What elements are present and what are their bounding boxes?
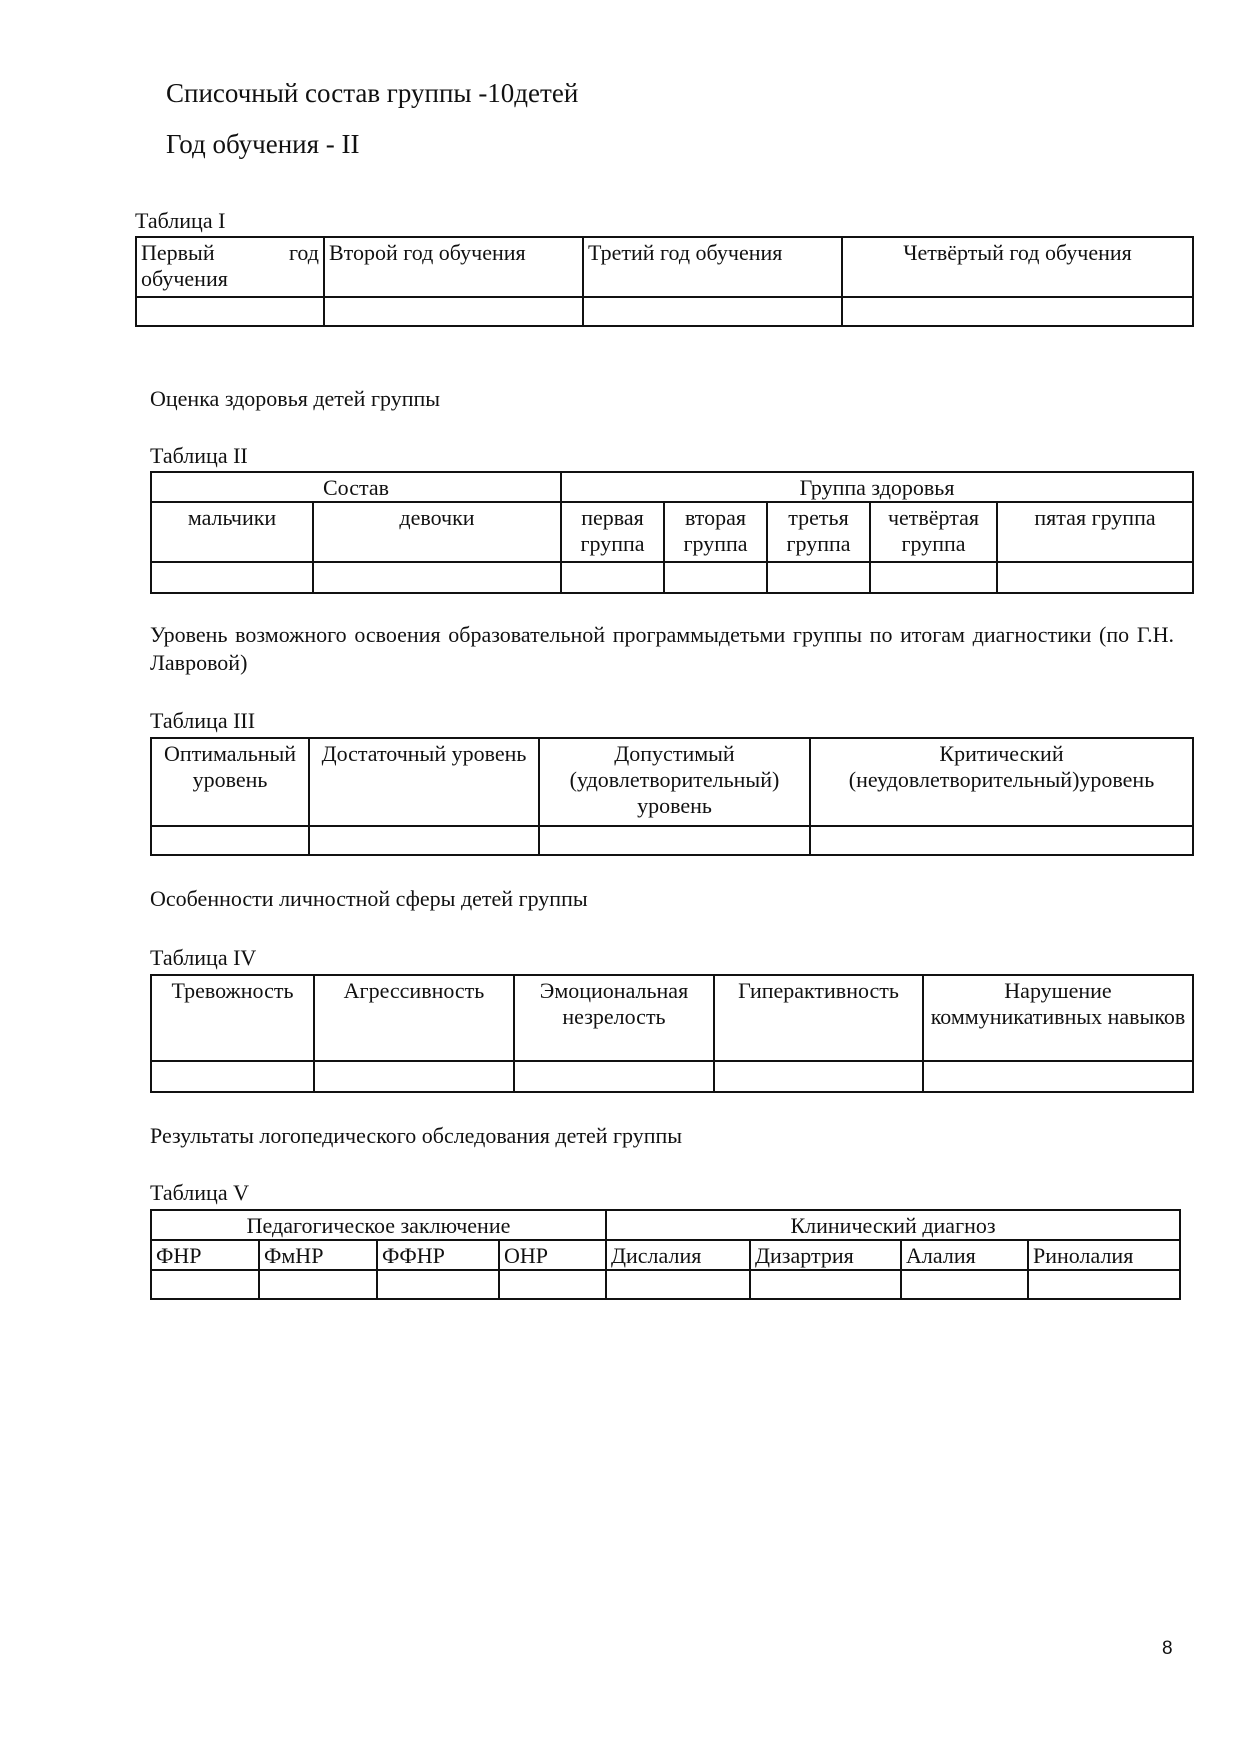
table-cell	[377, 1270, 499, 1299]
table2-caption: Таблица II	[150, 443, 248, 468]
table5-caption: Таблица V	[150, 1180, 249, 1205]
section5-title: Результаты логопедического обследования детей группы	[150, 1123, 683, 1148]
table3-header-acceptable: Допустимый (удовлетворительный) уровень	[539, 738, 810, 826]
table1-header-fourth-year: Четвёртый год обучения	[842, 237, 1193, 297]
table2-header-group1: первая группа	[561, 502, 664, 562]
table-cell	[997, 562, 1193, 593]
table-cell	[870, 562, 997, 593]
table2-header-group5: пятая группа	[997, 502, 1193, 562]
table-cell	[664, 562, 767, 593]
table-cell	[810, 826, 1193, 855]
table-cell	[313, 562, 561, 593]
section3-title: Уровень возможного освоения образовательной программыдетьми группы по итогам диагностики (по Г.Н. Лавровой)	[150, 622, 1174, 675]
table2-group-health: Группа здоровья	[561, 472, 1193, 502]
table-cell	[309, 826, 539, 855]
table5-header-alalia: Алалия	[901, 1240, 1028, 1270]
table3-header-critical: Критический (неудовлетворительный)уровень	[810, 738, 1193, 826]
table-cell	[151, 826, 309, 855]
table-cell	[151, 1270, 259, 1299]
table2-header-boys: мальчики	[151, 502, 313, 562]
table4-header-aggressiveness: Агрессивность	[314, 975, 514, 1061]
table-cell	[539, 826, 810, 855]
table2-header-group2: вторая группа	[664, 502, 767, 562]
table-cell	[714, 1061, 923, 1092]
table4-header-anxiety: Тревожность	[151, 975, 314, 1061]
table4-header-hyperactivity: Гиперактивность	[714, 975, 923, 1061]
table1-header-second-year: Второй год обучения	[324, 237, 583, 297]
table5-header-onr: ОНР	[499, 1240, 606, 1270]
table-cell	[136, 297, 324, 326]
table5-header-fnr: ФНР	[151, 1240, 259, 1270]
table3-header-optimal: Оптимальный уровень	[151, 738, 309, 826]
table5-header-fmnr: ФмНР	[259, 1240, 377, 1270]
table-cell	[514, 1061, 714, 1092]
table-cell	[324, 297, 583, 326]
table3-caption: Таблица III	[150, 708, 256, 733]
study-year-line: Год обучения - II	[166, 129, 360, 159]
table1-header-first-year: Первый год обучения	[136, 237, 324, 297]
table5-group-pedagogical: Педагогическое заключение	[151, 1210, 606, 1240]
table2-header-group3: третья группа	[767, 502, 870, 562]
table4-header-emotional-immaturity: Эмоциональная незрелость	[514, 975, 714, 1061]
table-cell	[767, 562, 870, 593]
table-cell	[499, 1270, 606, 1299]
group-size-line: Списочный состав группы -10детей	[166, 78, 579, 108]
table5-group-clinical: Клинический диагноз	[606, 1210, 1180, 1240]
table-cell	[842, 297, 1193, 326]
section4-title: Особенности личностной сферы детей группы	[150, 886, 588, 911]
table2-header-girls: девочки	[313, 502, 561, 562]
table-cell	[151, 1061, 314, 1092]
table-cell	[901, 1270, 1028, 1299]
table-cell	[314, 1061, 514, 1092]
table5-header-ffnr: ФФНР	[377, 1240, 499, 1270]
table-cell	[151, 562, 313, 593]
page-number: 8	[1162, 1638, 1173, 1659]
table4-header-communication: Нарушение коммуникативных навыков	[923, 975, 1193, 1061]
table1-header-third-year: Третий год обучения	[583, 237, 842, 297]
table5-header-dyslalia: Дислалия	[606, 1240, 750, 1270]
table2-group-composition: Состав	[151, 472, 561, 502]
table-5	[150, 1209, 1181, 1300]
table4-caption: Таблица IV	[150, 945, 257, 970]
table-cell	[583, 297, 842, 326]
table-cell	[1028, 1270, 1180, 1299]
table-4	[150, 974, 1194, 1093]
table3-header-sufficient: Достаточный уровень	[309, 738, 539, 826]
table-cell	[750, 1270, 901, 1299]
table2-header-group4: четвёртая группа	[870, 502, 997, 562]
section2-title: Оценка здоровья детей группы	[150, 386, 441, 411]
table-cell	[606, 1270, 750, 1299]
table-1	[135, 236, 1194, 327]
table-cell	[561, 562, 664, 593]
table5-header-rhinolalia: Ринолалия	[1028, 1240, 1180, 1270]
table-2	[150, 471, 1194, 594]
table5-header-dysarthria: Дизартрия	[750, 1240, 901, 1270]
table1-caption: Таблица I	[135, 208, 226, 233]
table-cell	[923, 1061, 1193, 1092]
table-cell	[259, 1270, 377, 1299]
table-3	[150, 737, 1194, 856]
